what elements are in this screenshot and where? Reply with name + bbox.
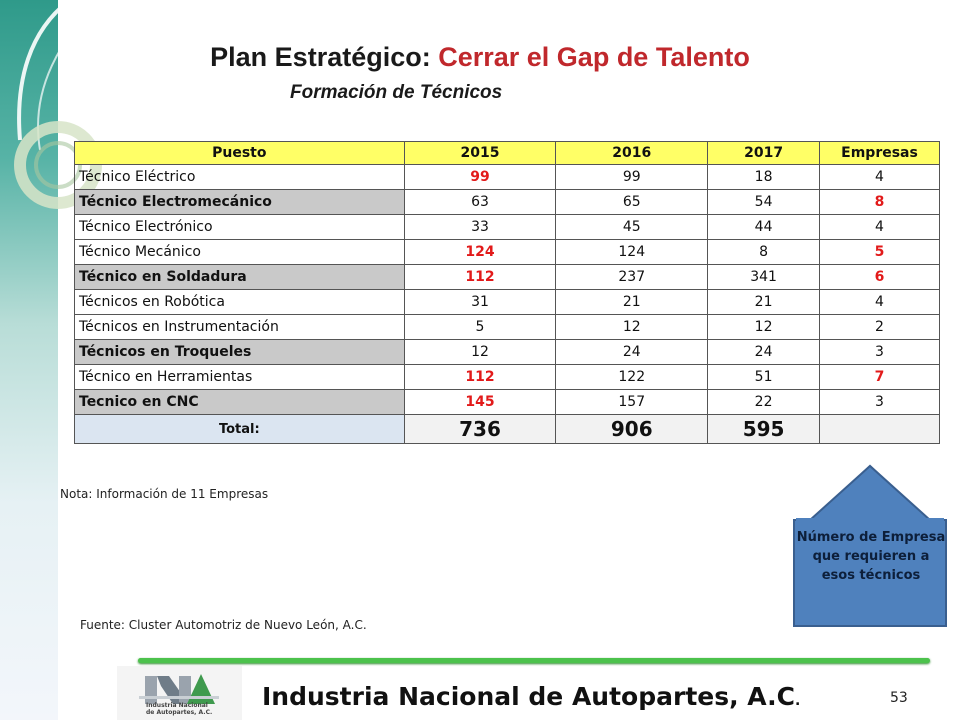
cell-2015: 31	[404, 290, 556, 315]
cell-2017: 24	[708, 340, 820, 365]
cell-2017: 12	[708, 315, 820, 340]
table-row	[75, 315, 940, 340]
company-name: Industria Nacional de Autopartes, A.C.	[262, 682, 801, 711]
cell-empresas: 4	[820, 290, 940, 315]
cell-empresas: 8	[820, 190, 940, 215]
total-2017: 595	[708, 415, 820, 444]
cell-2015: 5	[404, 315, 556, 340]
table-row	[75, 190, 940, 215]
logo-text: Industria Nacional de Autopartes, A.C.	[146, 702, 213, 716]
cell-2017: 51	[708, 365, 820, 390]
cell-2017: 8	[708, 240, 820, 265]
cell-puesto: Técnico en Soldadura	[75, 265, 405, 290]
header-2017: 2017	[708, 142, 820, 165]
cell-2016: 122	[556, 365, 708, 390]
cell-2017: 18	[708, 165, 820, 190]
total-row	[75, 415, 940, 444]
cell-2016: 24	[556, 340, 708, 365]
cell-2017: 341	[708, 265, 820, 290]
header-2016: 2016	[556, 142, 708, 165]
cell-2017: 21	[708, 290, 820, 315]
cell-2015: 145	[404, 390, 556, 415]
cell-2015: 112	[404, 365, 556, 390]
page-title: Plan Estratégico: Cerrar el Gap de Talento	[210, 42, 750, 72]
footer-divider	[138, 658, 930, 663]
cell-puesto: Tecnico en CNC	[75, 390, 405, 415]
technicians-table	[74, 141, 940, 444]
page-number: 53	[890, 690, 908, 706]
cell-2015: 63	[404, 190, 556, 215]
cell-empresas: 6	[820, 265, 940, 290]
cell-puesto: Técnico en Herramientas	[75, 365, 405, 390]
table-row	[75, 365, 940, 390]
total-2015: 736	[404, 415, 556, 444]
table-row	[75, 165, 940, 190]
cell-2016: 65	[556, 190, 708, 215]
source-text: Fuente: Cluster Automotriz de Nuevo León, A.C.	[80, 618, 367, 632]
cell-empresas: 4	[820, 165, 940, 190]
cell-puesto: Técnicos en Robótica	[75, 290, 405, 315]
table-row	[75, 390, 940, 415]
cell-2016: 21	[556, 290, 708, 315]
header-empresas: Empresas	[820, 142, 940, 165]
cell-empresas: 7	[820, 365, 940, 390]
note-text: Nota: Información de 11 Empresas	[60, 487, 269, 501]
cell-2015: 99	[404, 165, 556, 190]
table-row	[75, 340, 940, 365]
table-header-row	[75, 142, 940, 165]
cell-2015: 33	[404, 215, 556, 240]
table-row	[75, 215, 940, 240]
cell-empresas: 3	[820, 390, 940, 415]
cell-empresas: 5	[820, 240, 940, 265]
total-label: Total:	[75, 415, 405, 444]
page-subtitle: Formación de Técnicos	[290, 82, 503, 103]
cell-puesto: Técnico Eléctrico	[75, 165, 405, 190]
total-empresas-empty	[820, 415, 940, 444]
cell-puesto: Técnico Electrónico	[75, 215, 405, 240]
title-highlight: Cerrar el Gap de Talento	[438, 42, 750, 72]
cell-2017: 22	[708, 390, 820, 415]
callout-text: Número de Empresa que requieren a esos técnicos	[796, 530, 946, 583]
table-row	[75, 240, 940, 265]
cell-2015: 112	[404, 265, 556, 290]
cell-2016: 157	[556, 390, 708, 415]
cell-puesto: Técnico Mecánico	[75, 240, 405, 265]
cell-2016: 237	[556, 265, 708, 290]
cell-puesto: Técnicos en Troqueles	[75, 340, 405, 365]
cell-2017: 44	[708, 215, 820, 240]
total-2016: 906	[556, 415, 708, 444]
cell-2016: 124	[556, 240, 708, 265]
cell-empresas: 2	[820, 315, 940, 340]
cell-2015: 124	[404, 240, 556, 265]
header-puesto: Puesto	[75, 142, 405, 165]
cell-puesto: Técnicos en Instrumentación	[75, 315, 405, 340]
table-row	[75, 290, 940, 315]
cell-2015: 12	[404, 340, 556, 365]
cell-2017: 54	[708, 190, 820, 215]
cell-empresas: 4	[820, 215, 940, 240]
cell-empresas: 3	[820, 340, 940, 365]
cell-2016: 45	[556, 215, 708, 240]
cell-2016: 12	[556, 315, 708, 340]
cell-2016: 99	[556, 165, 708, 190]
header-2015: 2015	[404, 142, 556, 165]
cell-puesto: Técnico Electromecánico	[75, 190, 405, 215]
table-row	[75, 265, 940, 290]
